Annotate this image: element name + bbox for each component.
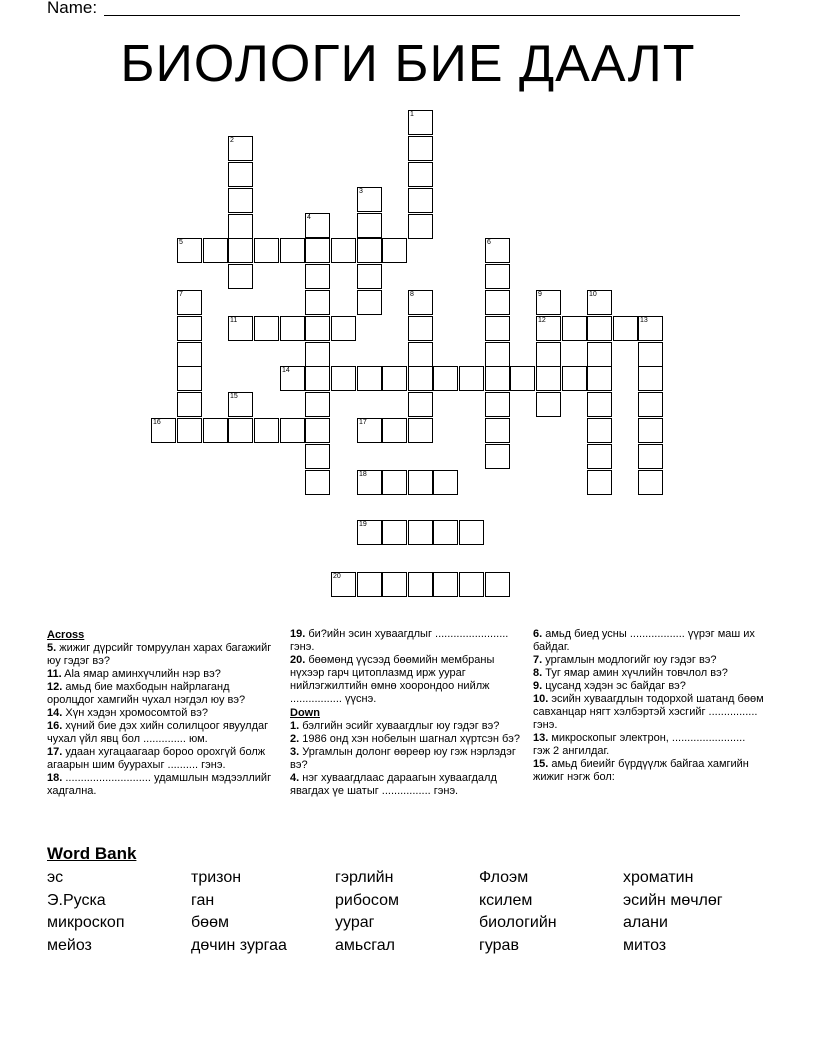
crossword-cell[interactable] xyxy=(305,316,330,341)
word-bank-item: тризон xyxy=(191,869,242,886)
crossword-cell[interactable] xyxy=(357,520,382,545)
crossword-cell[interactable] xyxy=(357,264,382,289)
page-title: БИОЛОГИ БИЕ ДААЛТ xyxy=(120,35,696,93)
crossword-cell[interactable] xyxy=(203,418,228,443)
clue-item: 19. би?ийн эсин хуваагдлыг ........................ гэнэ. xyxy=(290,628,509,653)
clue-number-label: 8. xyxy=(533,667,543,679)
crossword-cell[interactable] xyxy=(228,264,253,289)
clue-item: 18. ............................ удамшлын мэдээллийг хадгална. xyxy=(47,772,272,797)
crossword-cell[interactable] xyxy=(305,213,330,238)
crossword-cell[interactable] xyxy=(357,213,382,238)
word-bank-item: амьсгал xyxy=(335,936,395,954)
crossword-cell[interactable] xyxy=(408,316,433,341)
crossword-cell[interactable] xyxy=(408,110,433,135)
clue-number: 6 xyxy=(487,239,491,246)
clue-number: 14 xyxy=(282,367,290,374)
clue-number: 13 xyxy=(640,317,648,324)
crossword-cell[interactable] xyxy=(177,366,202,391)
name-label: Name: xyxy=(47,0,98,17)
word-bank-item: алани xyxy=(623,914,668,931)
clue-number: 18 xyxy=(359,471,367,478)
crossword-cell[interactable] xyxy=(228,162,253,187)
across-heading: Across xyxy=(47,629,85,641)
crossword-cell[interactable] xyxy=(587,470,612,495)
crossword-cell[interactable] xyxy=(408,572,433,597)
crossword-cell[interactable] xyxy=(638,316,663,341)
clue-item: 1. бэлгийн эсийг хуваагдлыг юу гэдэг вэ? xyxy=(290,720,500,732)
crossword-cell[interactable] xyxy=(536,290,561,315)
crossword-cell[interactable] xyxy=(305,366,330,391)
crossword-cell[interactable] xyxy=(177,392,202,417)
crossword-cell[interactable] xyxy=(485,366,510,391)
crossword-cell[interactable] xyxy=(331,238,356,263)
crossword-cell[interactable] xyxy=(587,366,612,391)
crossword-cell[interactable] xyxy=(228,418,253,443)
clue-number: 1 xyxy=(410,111,414,118)
crossword-cell[interactable] xyxy=(228,214,253,239)
crossword-cell[interactable] xyxy=(203,238,228,263)
crossword-cell[interactable] xyxy=(177,238,202,263)
clue-number: 5 xyxy=(179,239,183,246)
clue-number-label: 6. xyxy=(533,628,543,640)
clue-item: 20. бөөмөнд үүсээд бөөмийн мембраны нүхээр гарч цитоплазмд ирж уураг нийлэгжилтийн өмнө хоорондоо нийлж ................. үүснэ. xyxy=(290,654,495,705)
crossword-cell[interactable] xyxy=(408,520,433,545)
clue-item: 8. Туг ямар амин хүчлийн товчлол вэ? xyxy=(533,667,728,679)
word-bank-item: мейоз xyxy=(47,936,92,954)
clue-item: 11. Ala ямар аминхүчлийн нэр вэ? xyxy=(47,668,221,680)
clues-column-3 xyxy=(533,628,765,784)
crossword-cell[interactable] xyxy=(459,520,484,545)
crossword-cell[interactable] xyxy=(151,418,176,443)
crossword-cell[interactable] xyxy=(357,470,382,495)
crossword-cell[interactable] xyxy=(254,316,279,341)
crossword-cell[interactable] xyxy=(536,392,561,417)
crossword-cell[interactable] xyxy=(638,470,663,495)
word-bank-title: Word Bank xyxy=(47,844,137,863)
clue-number-label: 7. xyxy=(533,654,543,666)
clue-number-label: 9. xyxy=(533,680,543,692)
crossword-cell[interactable] xyxy=(357,290,382,315)
crossword-cell[interactable] xyxy=(587,290,612,315)
crossword-cell[interactable] xyxy=(305,444,330,469)
crossword-cell[interactable] xyxy=(408,290,433,315)
clue-number-label: 14. xyxy=(47,707,63,719)
crossword-cell[interactable] xyxy=(587,342,612,367)
crossword-cell[interactable] xyxy=(254,238,279,263)
crossword-cell[interactable] xyxy=(408,470,433,495)
clue-number-label: 1. xyxy=(290,720,300,732)
clue-number: 9 xyxy=(538,291,542,298)
clue-number-label: 20. xyxy=(290,654,306,666)
crossword-cell[interactable] xyxy=(305,470,330,495)
crossword-cell[interactable] xyxy=(357,187,382,212)
clue-number-label: 10. xyxy=(533,693,549,705)
word-bank xyxy=(47,867,767,957)
clue-item: 14. Хүн хэдэн хромосомтой вэ? xyxy=(47,707,209,719)
crossword-cell[interactable] xyxy=(305,392,330,417)
crossword-cell[interactable] xyxy=(408,188,433,213)
crossword-cell[interactable] xyxy=(177,342,202,367)
crossword-cell[interactable] xyxy=(408,366,433,391)
crossword-cell[interactable] xyxy=(485,290,510,315)
crossword-cell[interactable] xyxy=(638,418,663,443)
crossword-cell[interactable] xyxy=(280,366,305,391)
word-bank-item: эсийн мөчлөг xyxy=(623,891,723,909)
clue-number-label: 16. xyxy=(47,720,63,732)
crossword-cell[interactable] xyxy=(305,238,330,263)
word-bank-item: ксилем xyxy=(479,891,533,909)
crossword-cell[interactable] xyxy=(485,572,510,597)
crossword-cell[interactable] xyxy=(485,392,510,417)
clue-number: 4 xyxy=(307,214,311,221)
crossword-cell[interactable] xyxy=(587,444,612,469)
crossword-cell[interactable] xyxy=(382,366,407,391)
crossword-cell[interactable] xyxy=(177,316,202,341)
clue-number: 8 xyxy=(410,291,414,298)
crossword-cell[interactable] xyxy=(485,316,510,341)
crossword-cell[interactable] xyxy=(485,264,510,289)
clue-item: 7. ургамлын модлогийг юу гэдэг вэ? xyxy=(533,654,717,666)
clue-number-label: 4. xyxy=(290,772,300,784)
clue-item: 4. нэг хуваагдлаас дараагын хуваагдалд явагдах үе шатыг ................ гэнэ. xyxy=(290,772,497,797)
word-bank-item: уураг xyxy=(335,914,375,931)
crossword-cell[interactable] xyxy=(510,366,535,391)
crossword-cell[interactable] xyxy=(638,444,663,469)
crossword-cell[interactable] xyxy=(459,366,484,391)
crossword-cell[interactable] xyxy=(382,238,407,263)
crossword-cell[interactable] xyxy=(305,418,330,443)
crossword-cell[interactable] xyxy=(485,238,510,263)
crossword-cell[interactable] xyxy=(280,238,305,263)
crossword-cell[interactable] xyxy=(536,316,561,341)
clue-number: 19 xyxy=(359,521,367,528)
clue-number: 7 xyxy=(179,291,183,298)
clue-number-label: 11. xyxy=(47,668,62,680)
word-bank-item: митоз xyxy=(623,936,667,954)
crossword-cell[interactable] xyxy=(638,392,663,417)
crossword-cell[interactable] xyxy=(331,366,356,391)
crossword-cell[interactable] xyxy=(459,572,484,597)
crossword-cell[interactable] xyxy=(587,392,612,417)
crossword-cell[interactable] xyxy=(485,418,510,443)
word-bank-item: хроматин xyxy=(623,869,694,886)
crossword-cell[interactable] xyxy=(408,418,433,443)
crossword-cell[interactable] xyxy=(382,572,407,597)
clue-item: 15. амьд биеийг бүрдүүлж байгаа хамгийн жижиг нэгж бол: xyxy=(533,758,749,783)
clue-number-label: 19. xyxy=(290,628,306,640)
clue-number-label: 12. xyxy=(47,681,63,693)
crossword-cell[interactable] xyxy=(305,264,330,289)
clue-item: 5. жижиг дүрсийг томруулан харах багажийг юу гэдэг вэ? xyxy=(47,642,272,667)
clue-number: 2 xyxy=(230,137,234,144)
crossword-cell[interactable] xyxy=(228,238,253,263)
crossword-cell[interactable] xyxy=(638,342,663,367)
word-bank-item: ган xyxy=(191,891,215,909)
crossword-cell[interactable] xyxy=(536,366,561,391)
clue-number-label: 5. xyxy=(47,642,57,654)
crossword-cell[interactable] xyxy=(408,342,433,367)
word-bank-item: Э.Руска xyxy=(47,891,106,909)
crossword-cell[interactable] xyxy=(357,238,382,263)
crossword-cell[interactable] xyxy=(177,418,202,443)
clue-number: 16 xyxy=(153,419,161,426)
crossword-cell[interactable] xyxy=(408,214,433,239)
clue-item: 12. амьд бие махбодын найрлаганд оролцдог хамгийн чухал нэгдэл юу вэ? xyxy=(47,681,246,706)
clue-number: 11 xyxy=(230,317,238,324)
clue-item: 10. эсийн хуваагдлын тодорхой шатанд бөөм савханцар нягт хэлбэртэй хэсгийг ................ гэнэ. xyxy=(533,693,764,731)
crossword-cell[interactable] xyxy=(228,316,253,341)
clue-item: 16. хүний бие дэх хийн солилцоог явуулдаг чухал үйл явц бол .............. юм. xyxy=(47,720,269,745)
clue-item: 6. амьд биед усны .................. үүрэг маш их байдаг. xyxy=(533,628,755,653)
word-bank-item: гурав xyxy=(479,936,519,954)
word-bank-item: эс xyxy=(47,869,64,886)
crossword-cell[interactable] xyxy=(228,392,253,417)
crossword-cell[interactable] xyxy=(228,136,253,161)
crossword-cell[interactable] xyxy=(357,418,382,443)
crossword-cell[interactable] xyxy=(228,188,253,213)
clue-item: 13. микроскопыг электрон, ........................ гэж 2 ангилдаг. xyxy=(533,732,746,757)
crossword-cell[interactable] xyxy=(177,290,202,315)
crossword-cell[interactable] xyxy=(382,520,407,545)
crossword-cell[interactable] xyxy=(587,316,612,341)
crossword-cell[interactable] xyxy=(357,366,382,391)
crossword-cell[interactable] xyxy=(280,418,305,443)
crossword-cell[interactable] xyxy=(433,520,458,545)
clue-item: 9. цусанд хэдэн эс байдаг вэ? xyxy=(533,680,686,692)
crossword-cell[interactable] xyxy=(433,366,458,391)
crossword-cell[interactable] xyxy=(305,342,330,367)
clue-number: 10 xyxy=(589,291,597,298)
clue-number: 20 xyxy=(333,573,341,580)
crossword-cell[interactable] xyxy=(408,162,433,187)
clue-number-label: 17. xyxy=(47,746,63,758)
word-bank-item: микроскоп xyxy=(47,914,125,931)
crossword-cell[interactable] xyxy=(613,316,638,341)
clue-item: 3. Ургамлын долонг өөреөр юу гэж нэрлэдэг вэ? xyxy=(290,746,516,771)
crossword-cell[interactable] xyxy=(433,572,458,597)
crossword-cell[interactable] xyxy=(254,418,279,443)
clue-number-label: 15. xyxy=(533,758,549,770)
crossword-cell[interactable] xyxy=(536,342,561,367)
crossword-cell[interactable] xyxy=(485,342,510,367)
clue-number: 12 xyxy=(538,317,546,324)
clue-number: 17 xyxy=(359,419,367,426)
crossword-cell[interactable] xyxy=(331,316,356,341)
word-bank-item: рибосом xyxy=(335,891,399,909)
clue-item: 17. удаан хугацаагаар бороо орохгүй болж агаарын шим буурахыг .......... гэнэ. xyxy=(47,746,266,771)
crossword-cell[interactable] xyxy=(638,366,663,391)
clues-column-2 xyxy=(290,628,528,798)
crossword-cell[interactable] xyxy=(357,572,382,597)
crossword-cell[interactable] xyxy=(382,470,407,495)
clue-item: 2. 1986 онд хэн нобелын шагнал хүртсэн бэ? xyxy=(290,733,520,745)
clue-number-label: 2. xyxy=(290,733,300,745)
crossword-cell[interactable] xyxy=(433,470,458,495)
word-bank-item: биологийн xyxy=(479,914,557,931)
clues-column-1 xyxy=(47,628,279,798)
crossword-cell[interactable] xyxy=(562,316,587,341)
clue-number: 3 xyxy=(359,188,363,195)
clue-number: 15 xyxy=(230,393,238,400)
clue-number-label: 13. xyxy=(533,732,549,744)
clue-number-label: 3. xyxy=(290,746,300,758)
down-heading: Down xyxy=(290,707,320,719)
crossword-cell[interactable] xyxy=(408,136,433,161)
crossword-cell[interactable] xyxy=(382,418,407,443)
word-bank-item: гэрлийн xyxy=(335,869,394,886)
crossword-cell[interactable] xyxy=(305,290,330,315)
crossword-cell[interactable] xyxy=(408,392,433,417)
word-bank-item: дөчин зургаа xyxy=(191,936,287,954)
crossword-cell[interactable] xyxy=(587,418,612,443)
crossword-cell[interactable] xyxy=(331,572,356,597)
crossword-cell[interactable] xyxy=(562,366,587,391)
clue-number-label: 18. xyxy=(47,772,63,784)
word-bank-item: Флоэм xyxy=(479,869,529,886)
word-bank-item: бөөм xyxy=(191,914,229,931)
crossword-cell[interactable] xyxy=(280,316,305,341)
crossword-cell[interactable] xyxy=(485,444,510,469)
